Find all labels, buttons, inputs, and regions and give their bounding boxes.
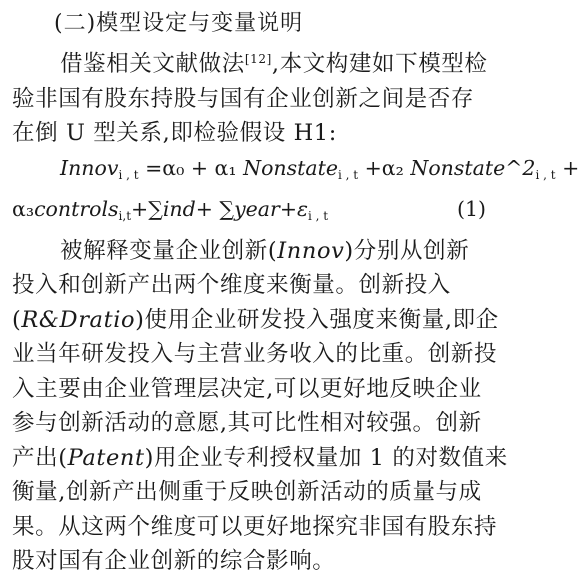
para1-line1: 借鉴相关文献做法[12],本文构建如下模型检	[60, 51, 488, 77]
para2-line5: 入主要由企业管理层决定,可以更好地反映企业	[12, 375, 482, 402]
para2-line10: 股对国有企业创新的综合影响。	[12, 548, 336, 574]
para2-line4: 业当年研发投入与主营业务收入的比重。创新投	[12, 341, 498, 367]
para2-line6: 参与创新活动的意愿,其可比性相对较强。创新	[12, 410, 482, 436]
equation-number: (1)	[456, 197, 486, 221]
para2-line7: 产出(Patent)用企业专利授权量加 1 的对数值来	[12, 444, 508, 471]
para1-line3: 在倒 U 型关系,即检验假设 H1:	[12, 120, 337, 146]
section-heading: (二)模型设定与变量说明	[54, 11, 304, 36]
para2-line1: 被解释变量企业创新(Innov)分别从创新	[60, 237, 470, 264]
para2-line9: 果。从这两个维度可以更好地探究非国有股东持	[12, 513, 498, 540]
para1-line2: 验非国有股东持股与国有企业创新之间是否存	[12, 85, 475, 112]
equation-line2: α₃controls$_{i,t}$+∑ind+ $\sum year+\varepsilon_{i , t}$ (1)	[12, 192, 492, 234]
citation-ref: [12]	[244, 52, 272, 66]
para2-line8: 衡量,创新产出侧重于反映创新活动的质量与成	[12, 479, 482, 505]
equation-line1: Innov$_{i , t}$ =α₀ + α₁ Nonstate$_{i , t}$ +α₂ $Nonstate\^{}2_{i , t}$ +	[60, 155, 579, 182]
para2-line3: (R&Dratio)使用企业研发投入强度来衡量,即企	[12, 306, 499, 333]
para2-line2: 投入和创新产出两个维度来衡量。创新投入	[12, 272, 451, 298]
